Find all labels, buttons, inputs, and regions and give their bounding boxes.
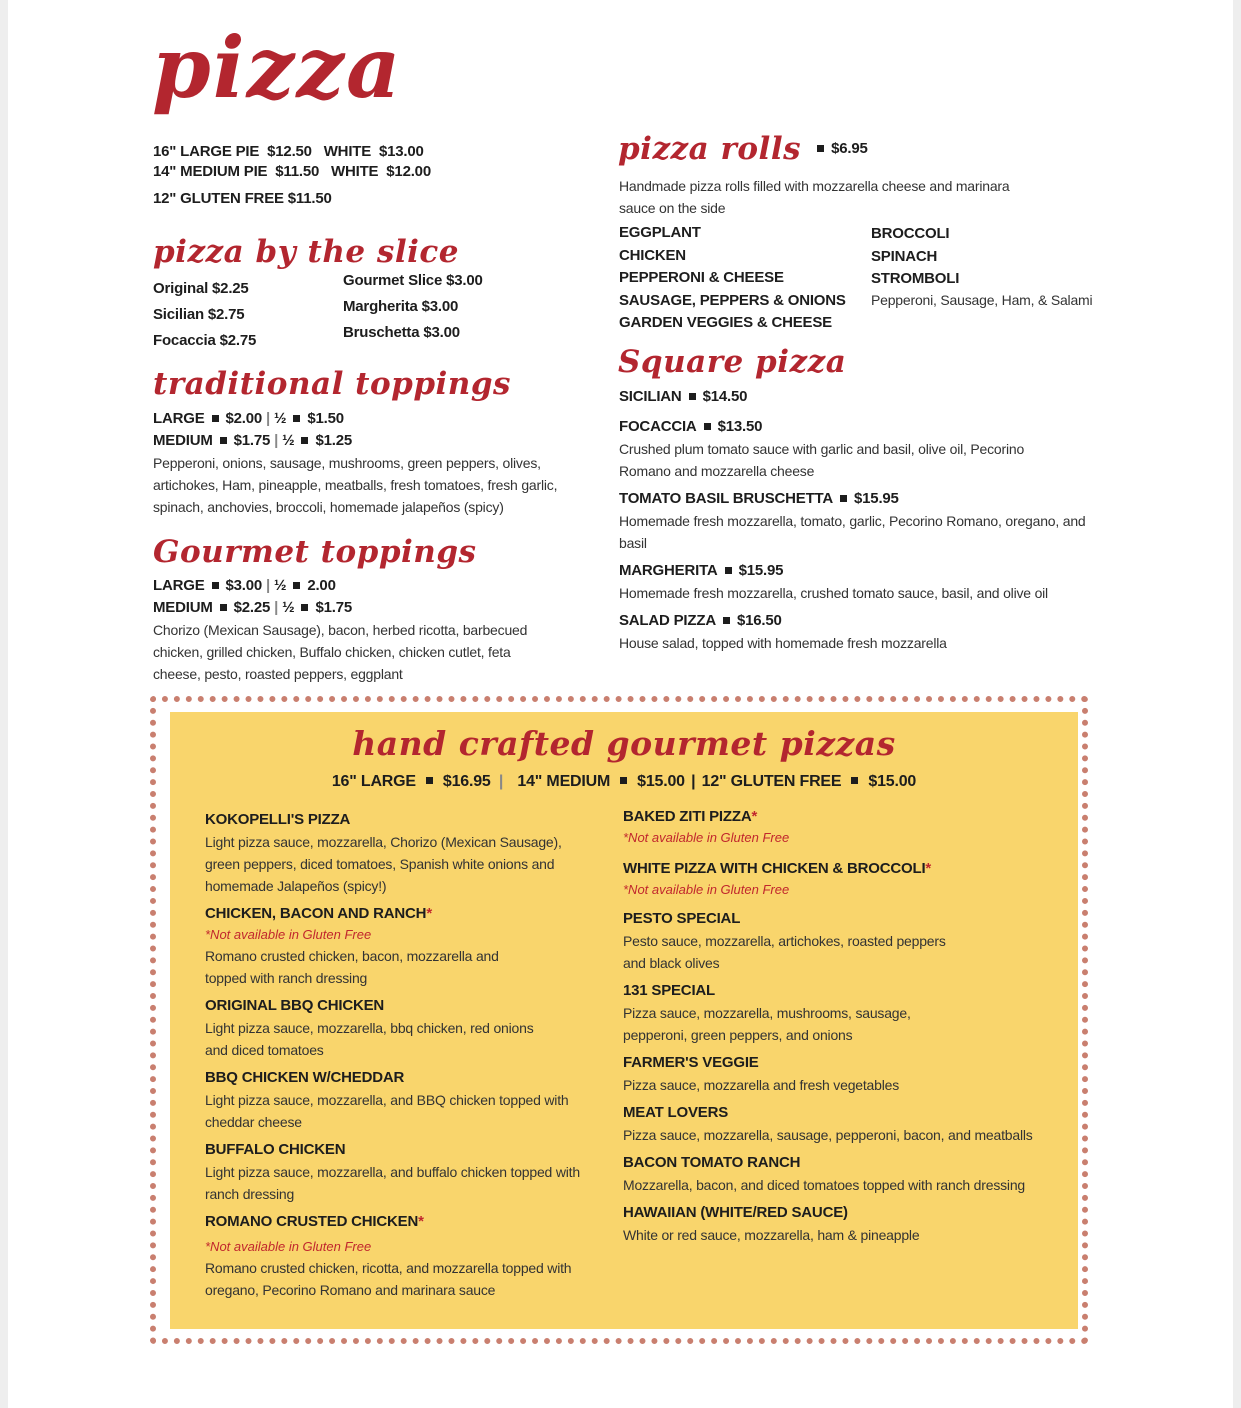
bullet-icon xyxy=(725,567,732,574)
pie-price-large: 16" LARGE PIE $12.50 WHITE $13.00 xyxy=(153,143,424,160)
square-item-price: $14.50 xyxy=(702,388,748,405)
gourmet-item-name: PESTO SPECIAL xyxy=(623,910,741,927)
not-gluten-free-note: *Not available in Gluten Free xyxy=(205,927,372,942)
gourmet-item-desc: Light pizza sauce, mozzarella, and BBQ chicken topped with cheddar cheese xyxy=(205,1092,569,1130)
half-label: ½ xyxy=(282,599,295,616)
bullet-icon xyxy=(840,495,847,502)
gourmet-item xyxy=(623,908,1063,974)
square-item xyxy=(619,416,1089,482)
gourmet-item xyxy=(623,806,1063,848)
bullet-icon xyxy=(620,777,627,784)
asterisk: * xyxy=(751,808,758,825)
gourmet-item-desc: Mozzarella, bacon, and diced tomatoes topped with ranch dressing xyxy=(623,1177,1025,1193)
gourmet-item xyxy=(623,980,1063,1046)
gourmet-item-name: FARMER'S VEGGIE xyxy=(623,1054,759,1071)
gourmet-item-name: CHICKEN, BACON AND RANCH xyxy=(205,905,427,922)
gourmet-item-desc: White or red sauce, mozzarella, ham & pineapple xyxy=(623,1227,920,1243)
square-item-name: MARGHERITA xyxy=(619,562,718,579)
gourmet-item-name: KOKOPELLI'S PIZZA xyxy=(205,811,351,828)
gourmet-item xyxy=(205,1139,605,1205)
gourmet-item xyxy=(205,903,605,989)
square-item-price: $13.50 xyxy=(717,418,763,435)
gourmet-item-desc: Pizza sauce, mozzarella, mushrooms, sausage, pepperoni, green peppers, and onions xyxy=(623,1005,911,1043)
gourmet-item-desc: Light pizza sauce, mozzarella, and buffalo chicken topped with ranch dressing xyxy=(205,1164,580,1202)
square-item-name: TOMATO BASIL BRUSCHETTA xyxy=(619,490,834,507)
roll-item: SAUSAGE, PEPPERS & ONIONS xyxy=(619,291,846,309)
price-large: $16.95 xyxy=(442,773,491,790)
gourmet-item xyxy=(205,995,605,1061)
size-label: MEDIUM xyxy=(153,599,213,616)
price-gluten-free: $15.00 xyxy=(868,773,917,790)
not-gluten-free-note: *Not available in Gluten Free xyxy=(623,882,790,897)
gourmet-item xyxy=(623,1052,1063,1096)
gourmet-item-name: ROMANO CRUSTED CHICKEN xyxy=(205,1213,419,1230)
gourmet-item xyxy=(623,1102,1063,1146)
gourmet-item-desc: Light pizza sauce, mozzarella, bbq chicken, red onions and diced tomatoes xyxy=(205,1020,534,1058)
gourmet-item xyxy=(623,858,1063,900)
traditional-desc: Pepperoni, onions, sausage, mushrooms, green peppers, olives, artichokes, Ham, pineapple, meatballs, fresh tomatoes, fresh garlic, spinach, anchovies, broccoli, homemade jalapeños (spicy) xyxy=(153,455,558,515)
square-item-desc: Homemade fresh mozzarella, tomato, garlic, Pecorino Romano, oregano, and basil xyxy=(619,513,1086,551)
gourmet-item-name: WHITE PIZZA WITH CHICKEN & BROCCOLI xyxy=(623,860,926,877)
gourmet-item-name: BAKED ZITI PIZZA xyxy=(623,808,752,825)
roll-item: BROCCOLI xyxy=(871,225,950,242)
slice-item: Original $2.25 xyxy=(153,280,249,297)
gourmet-item-desc: Pizza sauce, mozzarella, sausage, pepperoni, bacon, and meatballs xyxy=(623,1127,1033,1143)
price: $1.75 xyxy=(315,599,352,616)
asterisk: * xyxy=(418,1213,424,1230)
gourmet-left-column xyxy=(205,809,605,1301)
rolls-right-list xyxy=(871,223,1092,309)
roll-item: SPINACH xyxy=(871,247,938,265)
half-label: ½ xyxy=(274,410,287,427)
gourmet-right-column xyxy=(623,806,1063,1246)
gourmet-item-desc: Pesto sauce, mozzarella, artichokes, roasted peppers and black olives xyxy=(623,933,946,971)
price: $3.00 xyxy=(225,577,263,594)
gourmet-item-name: ORIGINAL BBQ CHICKEN xyxy=(205,997,385,1014)
slice-item: Gourmet Slice $3.00 xyxy=(343,272,483,289)
gourmet-item xyxy=(623,1202,1063,1246)
size-label: LARGE xyxy=(153,410,205,427)
gourmet-pizzas-sizes: 16" LARGE $16.95 | 14" MEDIUM $15.00 | 12" GLUTEN FREE $15.00 xyxy=(331,773,917,790)
size-large: 16" LARGE xyxy=(331,773,416,790)
square-item-desc: Crushed plum tomato sauce with garlic and basil, olive oil, Pecorino Romano and mozzarella cheese xyxy=(619,441,1025,479)
gourmet-item-desc: Pizza sauce, mozzarella and fresh vegetables xyxy=(623,1077,900,1093)
square-item-price: $15.95 xyxy=(738,562,784,579)
slice-right-list xyxy=(343,268,483,346)
pie-price-gluten-free: 12" GLUTEN FREE $11.50 xyxy=(153,190,332,207)
pie-price-medium: 14" MEDIUM PIE $11.50 WHITE $12.00 xyxy=(153,163,431,180)
size-gluten-free: 12" GLUTEN FREE xyxy=(701,773,842,790)
size-medium: 14" MEDIUM xyxy=(517,773,611,790)
traditional-prices: LARGE $2.00 | ½ $1.50 MEDIUM $1.75 | ½ $1.25 Pepperoni, onions, sausage, mushrooms, green peppers, olives, artichokes, Ham, pineapple, meatballs, fresh tomatoes, fresh garlic, spinach, anchovies, broccoli, homemade jalapeños (spicy) xyxy=(153,408,573,518)
square-item-name: FOCACCIA xyxy=(619,418,697,435)
square-item-desc: Homemade fresh mozzarella, crushed tomato sauce, basil, and olive oil xyxy=(619,585,1048,601)
bullet-icon xyxy=(212,415,219,422)
bullet-icon xyxy=(212,582,219,589)
rolls-heading: pizza rolls xyxy=(618,131,802,167)
gourmet-item xyxy=(623,1152,1063,1196)
roll-item: GARDEN VEGGIES & CHEESE xyxy=(619,314,832,331)
stromboli-desc: Pepperoni, Sausage, Ham, & Salami xyxy=(871,291,1093,308)
gourmet-toppings-desc: Chorizo (Mexican Sausage), bacon, herbed ricotta, barbecued chicken, grilled chicken, Buffalo chicken, chicken cutlet, feta cheese, pesto, roasted peppers, eggplant xyxy=(153,622,528,682)
asterisk: * xyxy=(426,905,432,922)
rolls-header xyxy=(618,128,868,170)
gourmet-pizzas-heading: hand crafted gourmet pizzas xyxy=(352,724,896,763)
bullet-icon xyxy=(301,604,308,611)
gourmet-item-name: BBQ CHICKEN W/CHEDDAR xyxy=(205,1069,405,1086)
page-title: pizza xyxy=(152,18,403,117)
bullet-icon xyxy=(301,437,308,444)
not-gluten-free-note: *Not available in Gluten Free xyxy=(205,1239,372,1254)
gourmet-item-name: BACON TOMATO RANCH xyxy=(623,1154,801,1171)
traditional-heading: traditional toppings xyxy=(153,366,511,402)
gourmet-item xyxy=(205,1067,605,1133)
price: $1.25 xyxy=(315,432,352,449)
pie-prices xyxy=(153,142,431,209)
gourmet-item-name: MEAT LOVERS xyxy=(623,1104,729,1121)
roll-item: EGGPLANT xyxy=(619,224,701,241)
size-label: LARGE xyxy=(153,577,205,594)
roll-item: CHICKEN xyxy=(619,246,686,264)
gourmet-item xyxy=(205,1211,605,1301)
slice-item: Sicilian $2.75 xyxy=(153,306,245,323)
gourmet-toppings-heading: Gourmet toppings xyxy=(153,534,477,570)
size-label: MEDIUM xyxy=(153,432,213,449)
bullet-icon xyxy=(689,393,696,400)
bullet-icon xyxy=(426,777,433,784)
price: $2.25 xyxy=(233,599,271,616)
square-item xyxy=(619,386,1089,408)
bullet-icon xyxy=(851,777,858,784)
bullet-icon xyxy=(220,604,227,611)
bullet-icon xyxy=(293,582,300,589)
square-item-price: $16.50 xyxy=(736,612,782,629)
gourmet-toppings-prices: LARGE $3.00 | ½ 2.00 MEDIUM $2.25 | ½ $1.75 Chorizo (Mexican Sausage), bacon, herbed ricotta, barbecued chicken, grilled chicken, Buffalo chicken, chicken cutlet, feta cheese, pesto, roasted peppers, eggplant xyxy=(153,575,573,685)
gourmet-item-name: BUFFALO CHICKEN xyxy=(205,1141,346,1158)
gourmet-item-name: 131 SPECIAL xyxy=(623,982,716,999)
slice-item: Margherita $3.00 xyxy=(343,298,459,315)
rolls-desc: Handmade pizza rolls filled with mozzarella cheese and marinara sauce on the side xyxy=(619,178,1010,216)
gourmet-item-desc: Romano crusted chicken, bacon, mozzarella and topped with ranch dressing xyxy=(205,948,499,986)
bullet-icon xyxy=(704,423,711,430)
square-item-name: SICILIAN xyxy=(619,388,682,405)
bullet-icon xyxy=(817,145,824,152)
gourmet-item xyxy=(205,809,605,897)
slice-item: Bruschetta $3.00 xyxy=(343,324,460,341)
price: 2.00 xyxy=(307,577,336,594)
slice-item: Focaccia $2.75 xyxy=(153,332,257,349)
price: $1.50 xyxy=(307,410,344,427)
rolls-price: $6.95 xyxy=(831,140,868,157)
price: $1.75 xyxy=(233,432,271,449)
rolls-left-list xyxy=(619,222,846,335)
square-heading: Square pizza xyxy=(618,344,847,380)
square-item xyxy=(619,610,1089,654)
bullet-icon xyxy=(293,415,300,422)
price: $2.00 xyxy=(225,410,263,427)
square-item-price: $15.95 xyxy=(854,490,899,507)
square-item xyxy=(619,488,1089,554)
roll-item: STROMBOLI xyxy=(871,270,960,287)
slice-left-list xyxy=(153,276,256,354)
gourmet-item-desc: Light pizza sauce, mozzarella, Chorizo (Mexican Sausage), green peppers, diced tomatoes, Spanish white onions and homemade Jalapeños (spicy!) xyxy=(205,834,562,894)
square-item-name: SALAD PIZZA xyxy=(619,612,716,629)
bullet-icon xyxy=(723,617,730,624)
roll-item: PEPPERONI & CHEESE xyxy=(619,269,784,286)
asterisk: * xyxy=(925,860,932,877)
half-label: ½ xyxy=(282,432,295,449)
square-item-desc: House salad, topped with homemade fresh mozzarella xyxy=(619,635,947,651)
gourmet-item-desc: Romano crusted chicken, ricotta, and mozzarella topped with oregano, Pecorino Romano and marinara sauce xyxy=(205,1260,572,1298)
bullet-icon xyxy=(220,437,227,444)
price-medium: $15.00 xyxy=(637,773,685,790)
gourmet-item-name: HAWAIIAN (WHITE/RED SAUCE) xyxy=(623,1204,848,1221)
not-gluten-free-note: *Not available in Gluten Free xyxy=(623,830,790,845)
square-item xyxy=(619,560,1089,604)
slice-heading: pizza by the slice xyxy=(153,234,459,270)
half-label: ½ xyxy=(274,577,287,594)
square-list xyxy=(619,386,1089,654)
